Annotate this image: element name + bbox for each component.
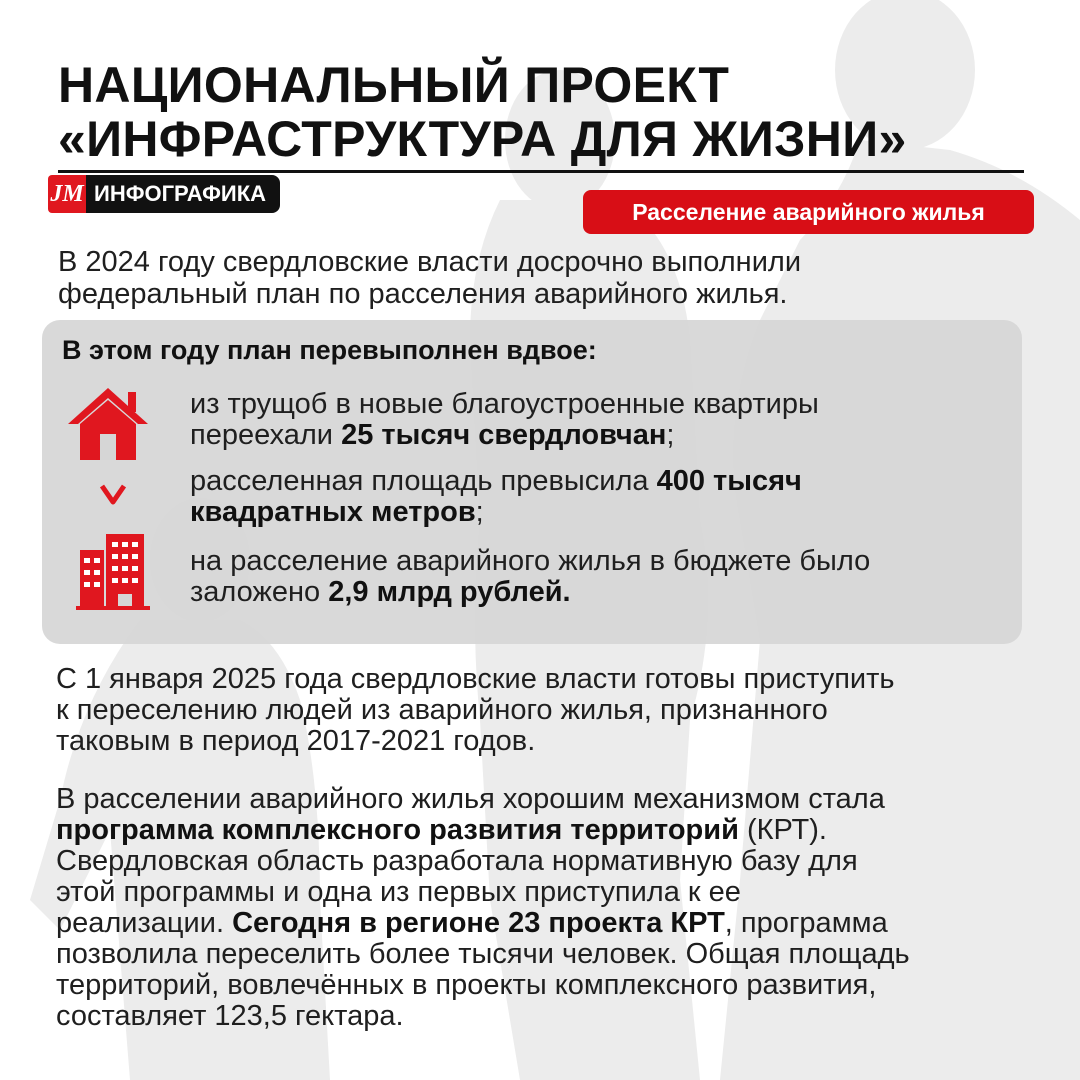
highlight-item-budget xyxy=(190,546,1010,608)
paragraph-line: реализации. Сегодня в регионе 23 проекта КРТ, программа xyxy=(56,907,888,939)
highlight-value: квадратных метров xyxy=(190,496,476,528)
highlight-item-area xyxy=(190,466,1010,528)
item-line: квадратных метров; xyxy=(190,496,484,528)
badge-label: ИНФОГРАФИКА xyxy=(86,175,280,213)
highlight-value: 400 тысяч xyxy=(656,465,802,497)
paragraph-2025-plans xyxy=(56,664,1026,757)
title-line-2: «ИНФРАСТРУКТУРА ДЛЯ ЖИЗНИ» xyxy=(58,111,907,167)
paragraph-krt-program xyxy=(56,784,1026,1032)
panel-heading: В этом году план перевыполнен вдвое: xyxy=(62,335,597,365)
page-title xyxy=(58,58,1058,166)
paragraph-line: к переселению людей из аварийного жилья, признанного xyxy=(56,694,828,726)
paragraph-line: программа комплексного развития территорий (КРТ). xyxy=(56,814,827,846)
title-divider xyxy=(58,170,1024,173)
item-line: заложено 2,9 млрд рублей. xyxy=(190,576,571,608)
logo-icon: ЈМ xyxy=(48,175,86,213)
highlight-value: 25 тысяч свердловчан xyxy=(341,419,667,451)
paragraph-line: территорий, вовлечённых в проекты комплексного развития, xyxy=(56,969,877,1001)
paragraph-line: В расселении аварийного жилья хорошим механизмом стала xyxy=(56,783,885,815)
highlight-value: 2,9 млрд рублей. xyxy=(328,576,571,608)
highlight-value: программа комплексного развития территорий xyxy=(56,814,739,846)
item-line: расселенная площадь превысила 400 тысяч xyxy=(190,465,802,497)
intro-line: В 2024 году свердловские власти досрочно выполнили xyxy=(58,246,802,278)
topic-tag: Расселение аварийного жилья xyxy=(583,190,1034,234)
arrow-down-icon xyxy=(98,482,128,508)
highlight-value: Сегодня в регионе 23 проекта КРТ xyxy=(232,907,725,939)
intro-line: федеральный план по расселения аварийного жилья. xyxy=(58,278,788,310)
highlight-item-residents xyxy=(190,389,1010,451)
item-line: из трущоб в новые благоустроенные квартиры xyxy=(190,388,819,420)
item-line: переехали 25 тысяч свердловчан; xyxy=(190,419,675,451)
infographic-badge xyxy=(48,174,280,214)
intro-text xyxy=(58,246,1018,310)
paragraph-line: С 1 января 2025 года свердловские власти готовы приступить xyxy=(56,663,895,695)
paragraph-line: Свердловская область разработала нормативную базу для xyxy=(56,845,858,877)
title-line-1: НАЦИОНАЛЬНЫЙ ПРОЕКТ xyxy=(58,57,730,113)
item-line: на расселение аварийного жилья в бюджете было xyxy=(190,545,871,577)
paragraph-line: таковым в период 2017-2021 годов. xyxy=(56,725,536,757)
paragraph-line: позволила переселить более тысячи человек. Общая площадь xyxy=(56,938,910,970)
paragraph-line: составляет 123,5 гектара. xyxy=(56,1000,404,1032)
building-icon xyxy=(76,530,150,612)
paragraph-line: этой программы и одна из первых приступила к ее xyxy=(56,876,741,908)
house-icon xyxy=(66,384,150,462)
